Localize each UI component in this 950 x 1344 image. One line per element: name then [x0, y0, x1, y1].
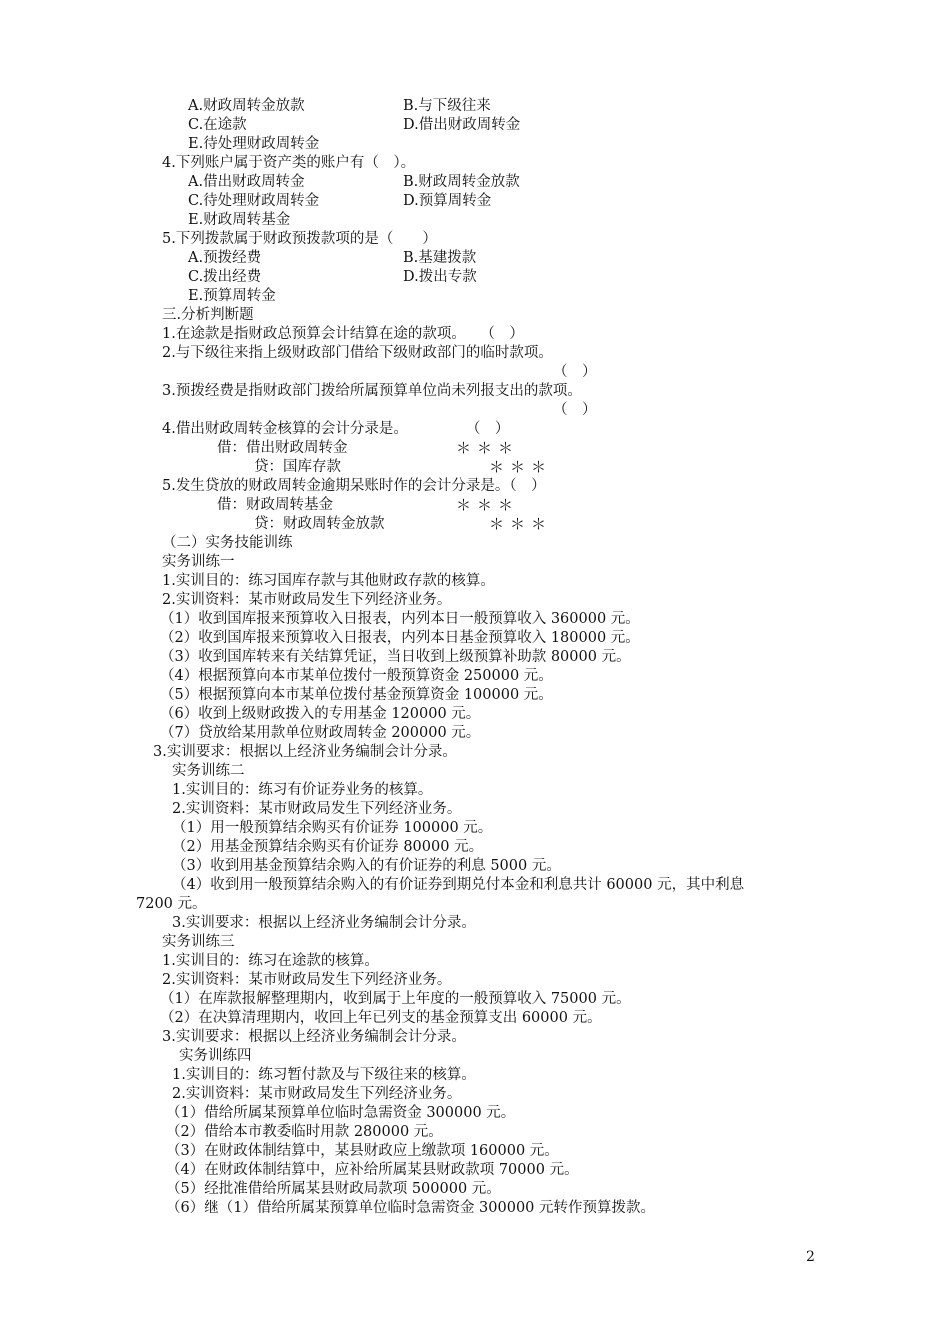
q3-option-a: A.财政周转金放款: [188, 98, 305, 114]
judge-item-5-credit-amount: ＊＊＊: [489, 515, 553, 533]
practice-heading: （二）实务技能训练: [162, 535, 293, 551]
t3-item-1: （1）在库款报解整理期内，收到属于上年度的一般预算收入 75000 元。: [160, 991, 631, 1007]
t1-purpose: 1.实训目的：练习国库存款与其他财政存款的核算。: [162, 573, 495, 589]
t4-purpose: 1.实训目的：练习暂付款及与下级往来的核算。: [172, 1067, 476, 1083]
q4-option-b: B.财政周转金放款: [403, 174, 520, 190]
t4-item-2: （2）借给本市教委临时用款 280000 元。: [166, 1124, 443, 1140]
t4-item-5: （5）经批准借给所属某县财政局款项 500000 元。: [166, 1181, 501, 1197]
t1-item-1: （1）收到国库报来预算收入日报表，内列本日一般预算收入 360000 元。: [160, 611, 640, 627]
judge-item-4-debit: 借：借出财政周转金: [217, 440, 348, 456]
t4-material: 2.实训资料：某市财政局发生下列经济业务。: [172, 1086, 462, 1102]
judge-item-4-debit-amount: ＊＊＊: [456, 439, 520, 457]
t2-requirement: 3.实训要求：根据以上经济业务编制会计分录。: [172, 915, 476, 931]
judge-item-3: 3.预拨经费是指财政部门拨给所属预算单位尚未列报支出的款项。: [162, 383, 582, 399]
t4-title: 实务训练四: [179, 1048, 252, 1064]
t3-purpose: 1.实训目的：练习在途款的核算。: [162, 953, 379, 969]
judge-item-5: 5.发生贷放的财政周转金逾期呆账时作的会计分录是。（ ）: [162, 478, 546, 494]
q4-option-e: E.财政周转基金: [188, 212, 291, 228]
q5-question: 5.下列拨款属于财政预拨款项的是（ ）: [162, 231, 437, 247]
t2-material: 2.实训资料：某市财政局发生下列经济业务。: [172, 801, 462, 817]
judge-item-1: 1.在途款是指财政总预算会计结算在途的款项。 （ ）: [162, 326, 524, 342]
t1-material: 2.实训资料：某市财政局发生下列经济业务。: [162, 592, 452, 608]
judge-item-5-debit: 借：财政周转基金: [217, 497, 333, 513]
judge-item-2: 2.与下级往来指上级财政部门借给下级财政部门的临时款项。: [162, 345, 553, 361]
t3-title: 实务训练三: [162, 934, 235, 950]
t4-item-6: （6）继（1）借给所属某预算单位临时急需资金 300000 元转作预算拨款。: [166, 1200, 656, 1216]
t1-requirement: 3.实训要求：根据以上经济业务编制会计分录。: [153, 744, 457, 760]
t2-item-2: （2）用基金预算结余购买有价证券 80000 元。: [172, 839, 484, 855]
t3-material: 2.实训资料：某市财政局发生下列经济业务。: [162, 972, 452, 988]
q5-option-e: E.预算周转金: [188, 288, 276, 304]
t2-item-4-cont: 7200 元。: [136, 896, 207, 912]
q4-option-d: D.预算周转金: [403, 193, 492, 209]
t2-purpose: 1.实训目的：练习有价证券业务的核算。: [172, 782, 433, 798]
q3-option-c: C.在途款: [188, 117, 247, 133]
t1-item-4: （4）根据预算向本市某单位拨付一般预算资金 250000 元。: [160, 668, 553, 684]
judge-item-3-paren: （ ）: [553, 402, 597, 418]
q5-option-b: B.基建拨款: [403, 250, 477, 266]
t1-item-2: （2）收到国库报来预算收入日报表，内列本日基金预算收入 180000 元。: [160, 630, 640, 646]
q3-option-b: B.与下级往来: [403, 98, 491, 114]
q5-option-a: A.预拨经费: [188, 250, 262, 266]
judge-item-2-paren: （ ）: [553, 364, 597, 380]
t1-item-7: （7）贷放给某用款单位财政周转金 200000 元。: [160, 725, 481, 741]
q4-option-c: C.待处理财政周转金: [188, 193, 320, 209]
t1-item-5: （5）根据预算向本市某单位拨付基金预算资金 100000 元。: [160, 687, 553, 703]
t1-item-3: （3）收到国库转来有关结算凭证，当日收到上级预算补助款 80000 元。: [160, 649, 631, 665]
t1-title: 实务训练一: [162, 554, 235, 570]
page-number: 2: [806, 1249, 815, 1265]
q5-option-d: D.拨出专款: [403, 269, 477, 285]
t2-title: 实务训练二: [172, 763, 245, 779]
judge-item-4: 4.借出财政周转金核算的会计分录是。 （ ）: [162, 421, 510, 437]
t2-item-4: （4）收到用一般预算结余购入的有价证券到期兑付本金和利息共计 60000 元，其中利息: [172, 877, 745, 893]
q3-option-d: D.借出财政周转金: [403, 117, 521, 133]
judge-heading: 三.分析判断题: [162, 307, 254, 323]
q4-question: 4.下列账户属于资产类的账户有（ ）。: [162, 155, 416, 171]
t3-item-2: （2）在决算清理期内，收回上年已列支的基金预算支出 60000 元。: [160, 1010, 602, 1026]
judge-item-4-credit: 贷：国库存款: [254, 459, 341, 475]
t2-item-1: （1）用一般预算结余购买有价证券 100000 元。: [172, 820, 493, 836]
judge-item-5-credit: 贷：财政周转金放款: [254, 516, 385, 532]
t3-requirement: 3.实训要求：根据以上经济业务编制会计分录。: [162, 1029, 466, 1045]
q4-option-a: A.借出财政周转金: [188, 174, 305, 190]
judge-item-4-credit-amount: ＊＊＊: [489, 458, 553, 476]
t1-item-6: （6）收到上级财政拨入的专用基金 120000 元。: [160, 706, 481, 722]
t4-item-3: （3）在财政体制结算中，某县财政应上缴款项 160000 元。: [166, 1143, 559, 1159]
t4-item-4: （4）在财政体制结算中，应补给所属某县财政款项 70000 元。: [166, 1162, 579, 1178]
q3-option-e: E.待处理财政周转金: [188, 136, 320, 152]
q5-option-c: C.拨出经费: [188, 269, 262, 285]
t2-item-3: （3）收到用基金预算结余购入的有价证券的利息 5000 元。: [172, 858, 561, 874]
judge-item-5-debit-amount: ＊＊＊: [456, 496, 520, 514]
t4-item-1: （1）借给所属某预算单位临时急需资金 300000 元。: [166, 1105, 516, 1121]
